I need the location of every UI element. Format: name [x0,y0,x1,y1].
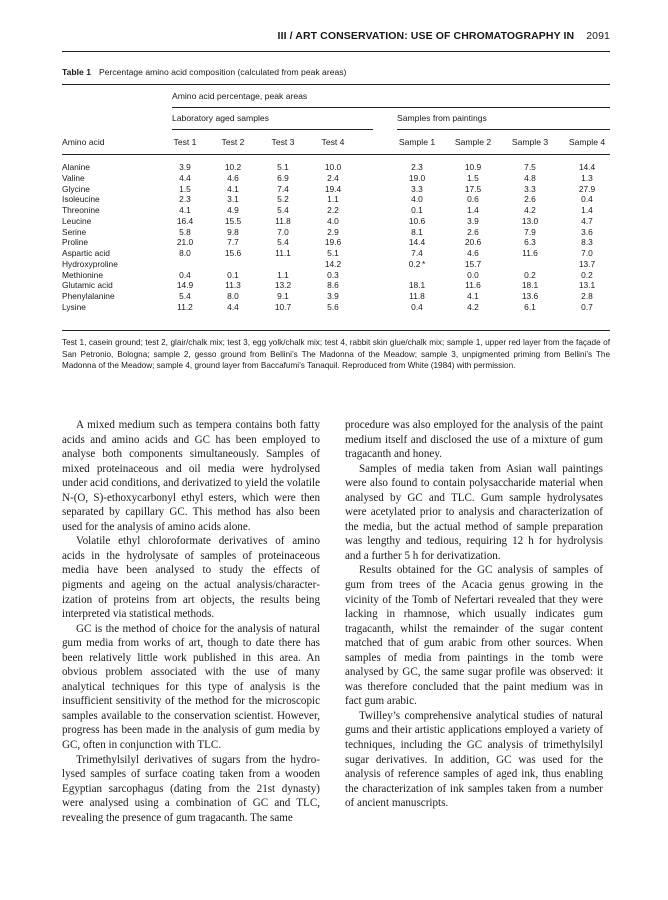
table-cell-sample2: 4.2 [467,301,479,312]
table-top-rule [62,84,610,85]
sample4-column [567,162,607,313]
table-cell-test3: 7.0 [277,226,289,237]
table-cell-test4: 1.1 [327,194,339,205]
paragraph: Volatile ethyl chloroformate derivatives of amino acids in the hydrolysate of samples of proteinaceous media have been analysed to study the effects of pigments and ageing on the actual analysis/characterization of proteins from art objects, the results being interpreted via statistical methods. [62,535,320,621]
table-cell-test1: 1.5 [179,183,191,194]
paragraph: GC is the method of choice for the analysis of natural gum media from works of art, though to date there has been relatively little work published in this area. An obvious problem associated with the use of many analytical techniques for this type of analysis is the insufficient sensitivity of the method for the microscopic samples available to the conservation scientist. However, progress has been made in the analysis of gum media by GC, often in conjunction with TLC. [62,622,320,752]
amino-acid-name: Serine [62,226,87,237]
table-cell-sample4: 13.1 [578,280,596,291]
table-cell-test2: 9.8 [227,226,239,237]
table-cell-sample4: 7.0 [581,248,593,258]
table-cell-sample3: 6.3 [524,237,536,248]
table-cell-test1: 11.2 [177,301,193,312]
table-cell-test2: 11.3 [225,280,241,291]
table-cell-sample1: 8.1 [411,226,423,237]
table-cell-sample2: 4.6 [467,248,479,258]
table-cell-sample4: 2.8 [581,291,593,301]
col-header-test2: Test 2 [221,137,245,147]
col-header-test1: Test 1 [173,137,197,147]
sample1-column [397,162,437,313]
table-cell-test4: 5.6 [327,301,339,312]
table-cell-sample2: 1.4 [467,205,479,215]
table-cell-test2: 15.5 [224,215,242,226]
table-cell-sample2: 10.9 [464,162,482,172]
table-cell-sample1: 11.8 [409,291,425,301]
sample3-column [510,162,550,313]
table-cell-test4: 3.9 [327,291,339,301]
table-cell-test4: 0.3 [327,269,339,280]
table-cell-sample4: 0.7 [581,301,593,312]
paragraph: procedure was also employed for the analysis of the paint medium itself and disclosed the use of a mixture of gum tragacanth and honey. [345,419,603,461]
amino-acid-name: Glycine [62,183,90,194]
table-cell-test1: 8.0 [179,248,191,258]
sample2-column [453,162,493,313]
table-cell-test3: 11.8 [275,215,291,226]
table-cell-sample3: 3.3 [524,183,536,194]
table-cell-sample4: 1.4 [581,205,593,215]
table-cell-test4: 2.9 [327,226,339,237]
amino-acid-name: Isoleucine [62,194,100,205]
table-cell-sample4: 4.7 [581,215,593,226]
body-left-column [62,418,320,825]
group-paint-rule [397,129,610,130]
table-cell-sample4: 3.6 [581,226,593,237]
table-cell-sample4: 8.3 [581,237,593,248]
amino-acid-name: Hydroxyproline [62,258,118,269]
table-cell-sample1: 18.1 [408,280,426,291]
table-cell-test2: 4.4 [227,301,239,312]
body-right-column [345,418,603,811]
table-cell-test1: 5.8 [179,226,191,237]
col-header-sample1: Sample 1 [398,137,436,147]
table-cell-test1: 16.4 [176,215,194,226]
table-cell-test3 [263,259,303,270]
table-cell-sample2: 1.5 [467,172,479,183]
table-cell-sample4: 27.9 [578,183,596,194]
table-cell-sample1: 0.1 [411,205,423,215]
amino-acid-name: Threonine [62,205,100,215]
table-cell-test2: 7.7 [227,237,239,248]
col-header-test4: Test 4 [321,137,345,147]
paragraph: Trimethylsilyl derivatives of sugars from the hydrolysed samples of surface coating taken from a wooden Egyptian sarcophagus (dating from the 21st dynasty) were analysed using a combination of GC and TLC, revealing the presence of gum tragacanth. The same [62,753,320,824]
paragraph: Samples of media taken from Asian wall paintings were also found to contain polysaccharide material when analysed by GC and TLC. Gum sample hydrolysates were acetylated prior to analysis and characterization of the media, but the actual method of sample preparation was lengthy and tedious, requiring 12 h for hydrolysis and a further 5 h for derivatization. [345,462,603,562]
table-cell-sample1: 7.4 [411,248,423,258]
table-cell-sample3: 4.8 [524,172,536,183]
table-cell-test2: 4.1 [227,183,239,194]
table-cell-test3: 5.4 [277,237,289,248]
amino-acid-name: Valine [62,172,85,183]
amino-acid-column [62,162,118,313]
table-label: Table 1 [62,67,91,77]
amino-acid-name: Lysine [62,301,86,312]
table-cell-test2: 0.1 [227,269,239,280]
table-cell-sample3: 7.9 [524,226,536,237]
running-head-title: III / ART CONSERVATION: USE OF CHROMATOGRAPHY IN [277,30,575,42]
table-cell-sample2: 17.5 [464,183,482,194]
header-bottom-rule [62,154,610,155]
page-number: 2091 [586,30,610,42]
table-cell-test4: 10.0 [324,162,342,172]
group-lab-rule [172,129,373,130]
table-cell-test2: 4.6 [227,172,239,183]
table-spanner: Amino acid percentage, peak areas [172,91,308,101]
table-cell-test3: 1.1 [277,269,289,280]
table-cell-sample4: 14.4 [578,162,596,172]
test3-column [263,162,303,313]
table-cell-sample2: 20.6 [464,237,482,248]
table-cell-test3: 5.1 [277,162,289,172]
table-cell-test3: 6.9 [277,172,289,183]
table-cell-test4: 19.6 [324,237,342,248]
table-cell-sample3: 6.1 [524,301,536,312]
table-cell-sample1 [397,270,437,281]
table-cell-test4: 19.4 [324,183,342,194]
table-cell-test4: 2.4 [327,172,339,183]
table-cell-test3: 13.2 [274,280,292,291]
table-cell-sample3: 0.2 [524,269,536,280]
amino-acid-name: Aspartic acid [62,248,110,258]
table-cell-test1: 2.3 [179,194,191,205]
amino-acid-name: Methionine [62,269,103,280]
amino-acid-name: Leucine [62,215,92,226]
table-cell-sample1: 19.0 [408,172,426,183]
table-cell-test2: 15.6 [224,248,242,258]
group-paint: Samples from paintings [397,113,487,123]
table-cell-sample3: 13.6 [521,291,539,301]
table-cell-test1: 5.4 [179,291,191,301]
table-cell-sample4: 0.2 [581,269,593,280]
paragraph: A mixed medium such as tempera contains both fatty acids and amino acids and GC has been employed to analyse both components simultaneously. Samples of mixed proteinaceous and oil media were hydrolysed under acid conditions, and derivatized to yield the volatile N-(O, S)-ethoxycarbonyl ethyl esters, which were then separated by capillary GC. This method has also been used for the analysis of amino acids alone. [62,419,320,533]
table-cell-test3: 7.4 [277,183,289,194]
amino-acid-name: Phenylalanine [62,291,115,301]
table-cell-test1: 4.4 [179,172,191,183]
table-cell-test1: 14.9 [176,280,194,291]
table-cell-sample4: 1.3 [581,172,593,183]
table-cell-sample3: 7.5 [524,162,536,172]
table-title: Percentage amino acid composition (calculated from peak areas) [98,67,347,77]
col-header-amino: Amino acid [62,137,105,147]
table-cell-test1 [165,259,205,270]
table-cell-test4: 8.6 [327,280,339,291]
col-header-sample2: Sample 2 [454,137,492,147]
table-cell-test4: 4.0 [327,215,339,226]
table-cell-test3: 5.2 [277,194,289,205]
spanner-rule [172,107,610,108]
table-cell-sample2: 4.1 [467,291,479,301]
amino-acid-name: Alanine [62,162,90,172]
table-cell-sample1: 10.6 [408,215,426,226]
col-header-test3: Test 3 [271,137,295,147]
col-header-sample4: Sample 4 [568,137,606,147]
group-lab: Laboratory aged samples [172,113,269,123]
table-cell-test1: 4.1 [179,205,191,215]
table-cell-sample4: 13.7 [578,258,596,269]
table-cell-sample2: 2.6 [467,226,479,237]
table-cell-sample3: 18.1 [521,280,539,291]
table-cell-sample3 [510,259,550,270]
header-rule [62,51,610,52]
test2-column [213,162,253,313]
table-cell-sample1: 3.3 [411,183,423,194]
table-cell-sample1: 0.4 [411,301,423,312]
table-cell-sample2: 15.7 [464,258,482,269]
table-cell-sample3: 11.6 [522,248,538,258]
table-cell-sample2: 11.6 [465,280,481,291]
table-footnote: Test 1, casein ground; test 2, glair/chalk mix; test 3, egg yolk/chalk mix; test 4, rabbit skin glue/chalk mix; sample 1, upper red layer from the façade of San Petronio, Bologna; sample 2, gesso ground from Bellini’s The Madonna of the Meadow; sample 3, unpigmented priming from Bellini’s The Madonna of the Meadow; sample 4, ground layer from Baccafumi’s Tanaquil. Reproduced from White (1984) with permission. [62,338,610,371]
table-cell-test3: 9.1 [277,291,289,301]
table-cell-sample3: 13.0 [521,215,539,226]
paragraph: Twilley’s comprehensive analytical studies of natural gums and their artistic applications employed a variety of techniques, including the GC analysis of trimethylsilyl sugar derivatives. In addition, GC was used for the analysis of reference samples of aged ink, thus enabling the characterization of ink samples taken from a number of ancient manuscripts. [345,709,603,810]
table-cell-test2: 8.0 [227,291,239,301]
amino-acid-name: Proline [62,237,89,248]
paragraph: Results obtained for the GC analysis of samples of gum from trees of the Acacia genus growing in the vicinity of the Tomb of Nefertari revealed that they were lacking in rhamnose, which usually indicates gum tragacanth, whilst the remainder of the sugar content matched that of gum arabic from other sources. When samples of media from paintings in the tomb were analysed by GC, the same sugar profile was observed: it was therefore concluded that the paint medium was in fact gum arabic. [345,564,603,708]
table-cell-sample1: 2.3 [411,162,423,172]
table-cell-sample3: 4.2 [524,205,536,215]
table-cell-test4: 2.2 [327,205,339,215]
table-cell-test3: 5.4 [277,205,289,215]
table-cell-test4: 5.1 [327,248,339,258]
table-cell-test2: 4.9 [227,205,239,215]
test4-column [313,162,353,313]
table-cell-test2 [213,259,253,270]
amino-acid-name: Glutamic acid [62,280,113,291]
test1-column [165,162,205,313]
table-cell-test1: 21.0 [176,237,194,248]
table-cell-sample2: 0.6 [467,194,479,205]
table-cell-test1: 0.4 [179,269,191,280]
table-cell-test3: 10.7 [274,301,292,312]
table-cell-sample1: 0.2 * [408,258,426,269]
table-cell-test3: 11.1 [275,248,291,258]
table-cell-test4: 14.2 [324,258,342,269]
table-cell-test2: 3.1 [227,194,239,205]
col-header-sample3: Sample 3 [511,137,549,147]
table-cell-test2: 10.2 [224,162,242,172]
table-cell-test1: 3.9 [179,162,191,172]
table-bottom-rule [62,330,610,331]
table-cell-sample3: 2.6 [524,194,536,205]
table-cell-sample4: 0.4 [581,194,593,205]
running-head [62,30,610,46]
table-cell-sample2: 0.0 [467,269,479,280]
table-cell-sample1: 4.0 [411,194,423,205]
table-cell-sample1: 14.4 [408,237,426,248]
table-caption [62,67,346,77]
table-cell-sample2: 3.9 [467,215,479,226]
